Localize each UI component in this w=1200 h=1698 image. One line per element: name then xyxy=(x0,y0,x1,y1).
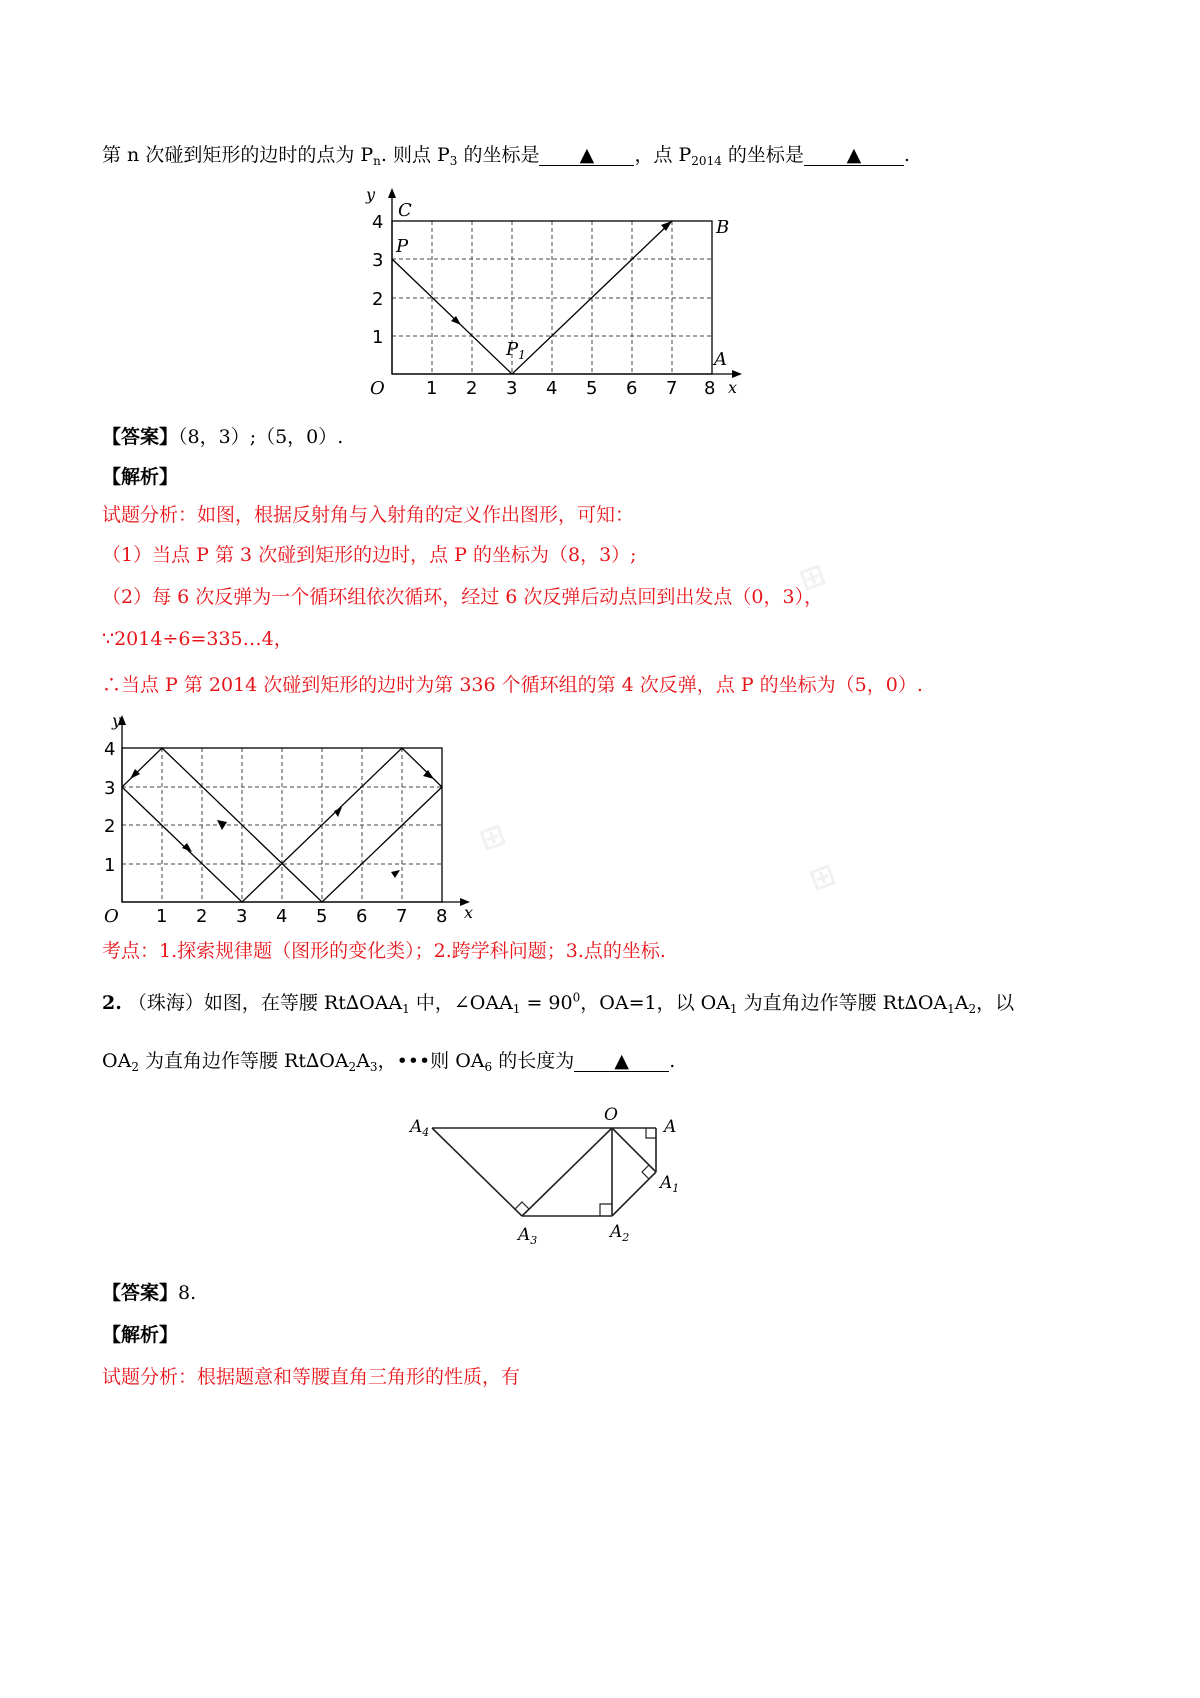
analysis-line: （1）当点 P 第 3 次碰到矩形的边时，点 P 的坐标为（8，3）; xyxy=(102,544,637,566)
x-tick: 1 xyxy=(156,906,168,927)
origin-label: O xyxy=(370,378,385,399)
point-p-label: P xyxy=(396,236,409,257)
q2-line-1: 2. （珠海）如图，在等腰 $Rt\Delta OAA_1$ 中，$\angle OAA_1 = 90^0$，OA=1，以 $OA_1$ 为直角边作等腰 $Rt\Delta OA_1A_2$，以 xyxy=(102,990,1015,1016)
point-p1-label: $P_1$ xyxy=(506,339,526,362)
q2-line-2: $OA_2$ 为直角边作等腰 $Rt\Delta OA_2A_3$，•••则 $OA_6$ 的长度为 ▲ . xyxy=(102,1050,676,1074)
origin-label: O xyxy=(104,906,119,927)
answer-blank: ▲ xyxy=(804,145,904,166)
analysis-line: 试题分析：如图，根据反射角与入射角的定义作出图形，可知： xyxy=(102,504,635,526)
y-axis-label: y xyxy=(112,711,122,730)
x-tick: 8 xyxy=(436,906,448,927)
q1-intro: 第 n 次碰到矩形的边时的点为 $P_n$. 则点 $P_3$ 的坐标是 ▲ ，点 $P_{2014}$ 的坐标是 ▲ . xyxy=(102,144,910,168)
x-axis-label: x xyxy=(464,903,474,922)
x-tick: 2 xyxy=(196,906,208,927)
x-tick: 3 xyxy=(506,378,518,399)
analysis-line: （2）每 6 次反弹为一个循环组依次循环，经过 6 次反弹后动点回到出发点（0，3）， xyxy=(102,586,824,608)
x-tick: 6 xyxy=(356,906,368,927)
y-axis-label: y xyxy=(366,185,376,204)
analysis-tag: 【解析】 xyxy=(102,466,179,488)
q2-analysis-line: 试题分析：根据题意和等腰直角三角形的性质，有 xyxy=(102,1366,521,1388)
watermark: ⊞ xyxy=(474,816,511,859)
point-a-label: A xyxy=(714,349,727,370)
x-tick: 7 xyxy=(396,906,408,927)
vertex-a1-label: $A_1$ xyxy=(660,1173,680,1195)
y-tick: 2 xyxy=(104,816,116,837)
q2-answer-line: 【答案】8. xyxy=(102,1282,197,1304)
reflection-figure-1 xyxy=(350,185,750,405)
x-tick: 7 xyxy=(666,378,678,399)
vertex-a-label: A xyxy=(664,1117,677,1137)
x-tick: 4 xyxy=(546,378,558,399)
x-tick: 5 xyxy=(586,378,598,399)
x-tick: 2 xyxy=(466,378,478,399)
watermark: ⊞ xyxy=(804,856,841,899)
vertex-a2-label: $A_2$ xyxy=(610,1222,630,1244)
y-tick: 3 xyxy=(104,778,116,799)
kaodian-line: 考点：1.探索规律题（图形的变化类）；2.跨学科问题；3.点的坐标. xyxy=(102,940,666,962)
answer-blank: ▲ xyxy=(539,145,634,166)
point-c-label: C xyxy=(398,200,412,221)
reflection-figure-2 xyxy=(100,712,480,932)
y-tick: 4 xyxy=(104,739,116,760)
isosceles-triangles-figure xyxy=(410,1100,710,1260)
x-tick: 6 xyxy=(626,378,638,399)
vertex-a4-label: $A_4$ xyxy=(410,1117,430,1139)
x-tick: 5 xyxy=(316,906,328,927)
q2-analysis-tag: 【解析】 xyxy=(102,1324,179,1346)
point-b-label: B xyxy=(716,217,730,238)
y-tick: 1 xyxy=(372,327,384,348)
vertex-a3-label: $A_3$ xyxy=(518,1225,538,1247)
x-tick: 1 xyxy=(426,378,438,399)
y-tick: 1 xyxy=(104,855,116,876)
x-axis-label: x xyxy=(728,378,738,397)
x-tick: 8 xyxy=(704,378,716,399)
y-tick: 3 xyxy=(372,250,384,271)
x-tick: 3 xyxy=(236,906,248,927)
analysis-line: ∵2014÷6=335…4， xyxy=(102,628,293,650)
x-tick: 4 xyxy=(276,906,288,927)
answer-blank: ▲ xyxy=(574,1051,669,1072)
watermark: ⊞ xyxy=(794,556,831,599)
vertex-o-label: O xyxy=(604,1105,618,1125)
answer-line: 【答案】（8，3）;（5，0）. xyxy=(102,426,344,448)
analysis-line: ∴当点 P 第 2014 次碰到矩形的边时为第 336 个循环组的第 4 次反弹，点 P 的坐标为（5，0）. xyxy=(102,674,923,696)
y-tick: 4 xyxy=(372,212,384,233)
y-tick: 2 xyxy=(372,289,384,310)
